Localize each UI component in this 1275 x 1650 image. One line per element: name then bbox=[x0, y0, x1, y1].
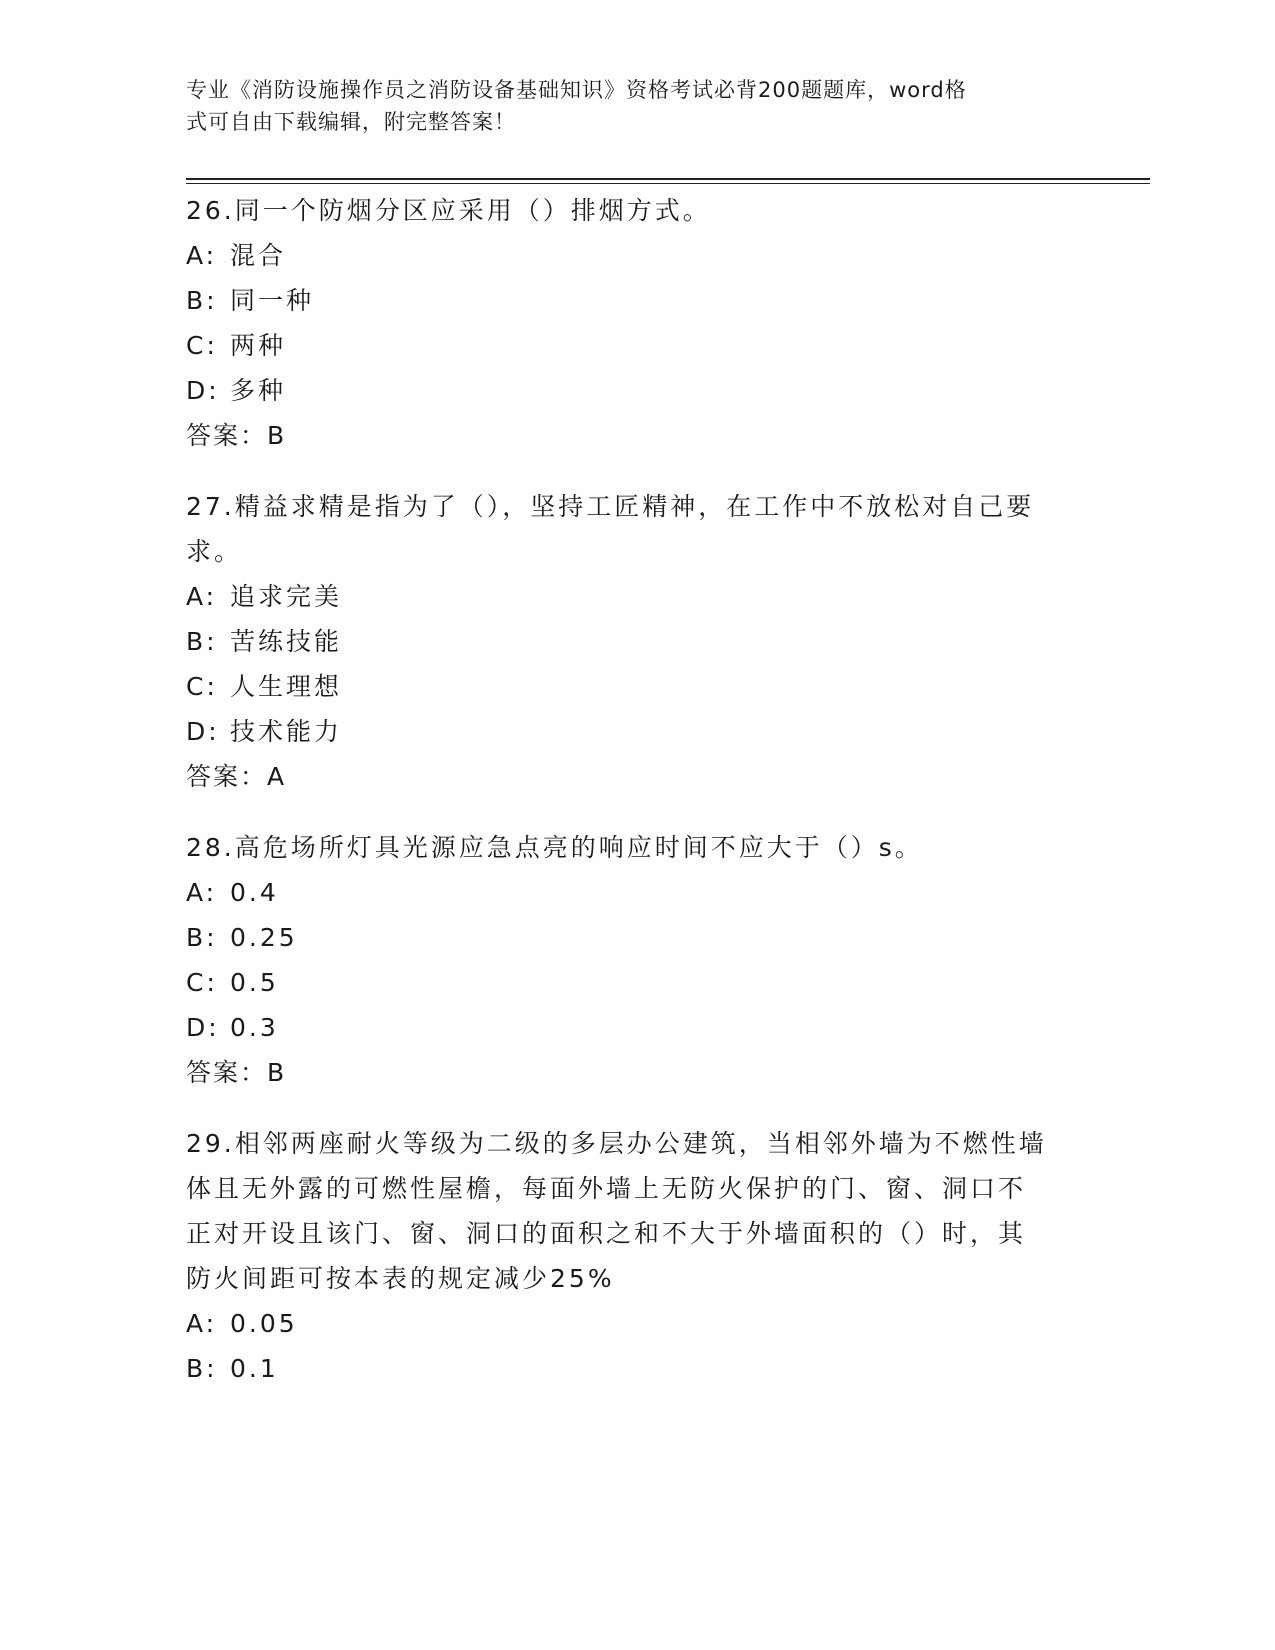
option-label: C: bbox=[186, 331, 218, 360]
question-block bbox=[186, 1121, 1086, 1391]
option-label: A: bbox=[186, 1309, 218, 1338]
answer-option bbox=[186, 368, 1086, 413]
option-text: 0.1 bbox=[230, 1354, 279, 1383]
option-text: 苦练技能 bbox=[230, 627, 343, 656]
answer-option bbox=[186, 960, 1086, 1005]
option-label: B: bbox=[186, 923, 218, 952]
question-stem-line: 28.高危场所灯具光源应急点亮的响应时间不应大于（）s。 bbox=[186, 833, 923, 862]
answer-option bbox=[186, 709, 1086, 754]
question-stem-line: 防火间距可按本表的规定减少25% bbox=[186, 1264, 615, 1293]
option-label: A: bbox=[186, 878, 218, 907]
question-stem-line: 体且无外露的可燃性屋檐，每面外墙上无防火保护的门、窗、洞口不 bbox=[186, 1174, 1027, 1203]
option-label: C: bbox=[186, 968, 218, 997]
option-text: 0.3 bbox=[230, 1013, 279, 1042]
option-label: C: bbox=[186, 672, 218, 701]
answer-key: 答案：B bbox=[186, 421, 287, 450]
document-header bbox=[186, 74, 1066, 138]
question-stem-line: 26.同一个防烟分区应采用（）排烟方式。 bbox=[186, 196, 711, 225]
header-divider-thin bbox=[186, 183, 1150, 184]
answer-key: 答案：A bbox=[186, 762, 287, 791]
answer-option bbox=[186, 664, 1086, 709]
answer-option bbox=[186, 1301, 1086, 1346]
option-text: 0.4 bbox=[230, 878, 279, 907]
answer-option bbox=[186, 574, 1086, 619]
question-list bbox=[186, 188, 1086, 1417]
option-label: B: bbox=[186, 1354, 218, 1383]
question-stem-line: 27.精益求精是指为了（），坚持工匠精神，在工作中不放松对自己要 bbox=[186, 492, 1035, 521]
answer-option bbox=[186, 1346, 1086, 1391]
answer-option bbox=[186, 915, 1086, 960]
question-block bbox=[186, 825, 1086, 1095]
option-text: 0.5 bbox=[230, 968, 279, 997]
option-text: 技术能力 bbox=[230, 717, 343, 746]
option-text: 两种 bbox=[230, 331, 287, 360]
option-label: A: bbox=[186, 582, 218, 611]
header-line-2: 式可自由下载编辑，附完整答案！ bbox=[186, 110, 516, 134]
option-label: B: bbox=[186, 286, 218, 315]
option-text: 0.05 bbox=[230, 1309, 298, 1338]
answer-option bbox=[186, 870, 1086, 915]
option-text: 多种 bbox=[230, 376, 287, 405]
answer-option bbox=[186, 1005, 1086, 1050]
option-text: 0.25 bbox=[230, 923, 298, 952]
header-line-1: 专业《消防设施操作员之消防设备基础知识》资格考试必背200题题库，word格 bbox=[186, 78, 967, 102]
question-block bbox=[186, 188, 1086, 458]
option-text: 同一种 bbox=[230, 286, 315, 315]
header-divider-thick bbox=[186, 178, 1150, 180]
question-stem-line: 正对开设且该门、窗、洞口的面积之和不大于外墙面积的（）时，其 bbox=[186, 1219, 1027, 1248]
question-block bbox=[186, 484, 1086, 799]
answer-key: 答案：B bbox=[186, 1058, 287, 1087]
answer-option bbox=[186, 233, 1086, 278]
option-label: B: bbox=[186, 627, 218, 656]
option-text: 混合 bbox=[230, 241, 287, 270]
option-label: A: bbox=[186, 241, 218, 270]
answer-option bbox=[186, 323, 1086, 368]
option-label: D: bbox=[186, 1013, 220, 1042]
option-text: 人生理想 bbox=[230, 672, 343, 701]
question-stem-line: 29.相邻两座耐火等级为二级的多层办公建筑，当相邻外墙为不燃性墙 bbox=[186, 1129, 1047, 1158]
question-stem-line: 求。 bbox=[186, 537, 243, 566]
answer-option bbox=[186, 278, 1086, 323]
option-label: D: bbox=[186, 717, 220, 746]
option-label: D: bbox=[186, 376, 220, 405]
answer-option bbox=[186, 619, 1086, 664]
option-text: 追求完美 bbox=[230, 582, 343, 611]
